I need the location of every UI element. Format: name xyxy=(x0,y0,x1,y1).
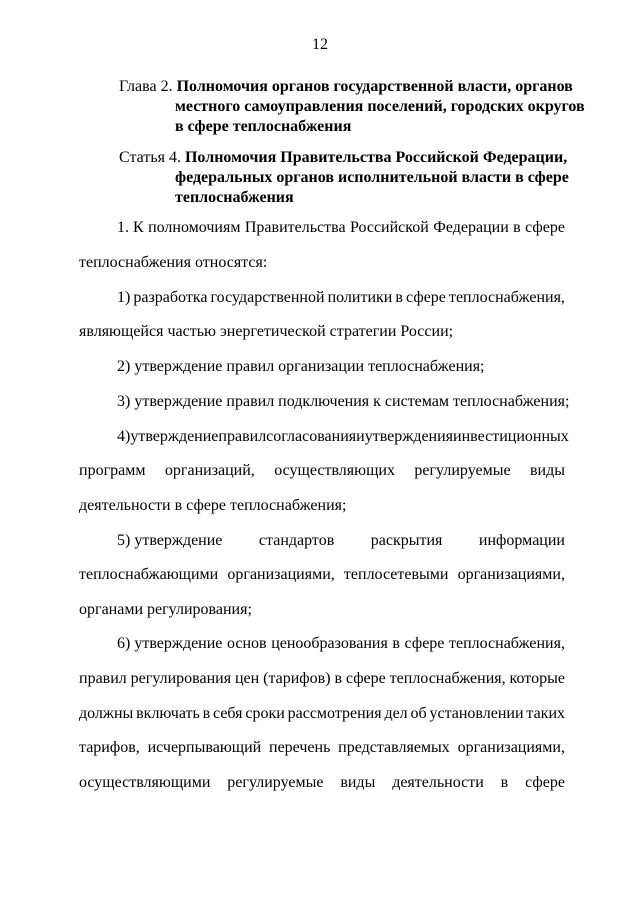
chapter-title-line1: Полномочия органов государственной власти, органов xyxy=(176,78,573,95)
chapter-heading xyxy=(119,77,589,137)
paragraph-1-line-1: 1. К полномочиям Правительства Российской Федерации в сфере xyxy=(117,219,565,236)
article-title-line3: теплоснабжения xyxy=(175,189,294,206)
paragraph-7-line-5: осуществляющими регулируемые виды деятельности в сфере xyxy=(79,774,565,791)
paragraph-7-line-3: должны включать в себя сроки рассмотрения дел об установлении таких xyxy=(79,705,565,722)
paragraph-5-line-3: деятельности в сфере теплоснабжения; xyxy=(79,497,347,514)
paragraph-2-line-2: являющейся частью энергетической стратегии России; xyxy=(79,323,454,340)
paragraph-1-line-2: теплоснабжения относятся: xyxy=(79,254,268,271)
paragraph-5-line-2: программ организаций, осуществляющих регулируемые виды xyxy=(79,462,565,479)
paragraph-7-line-4: тарифов, исчерпывающий перечень представляемых организациями, xyxy=(79,739,565,756)
paragraph-3: 2) утверждение правил организации теплоснабжения; xyxy=(117,358,485,375)
article-title-line1: Полномочия Правительства Российской Федерации, xyxy=(184,149,568,166)
chapter-title-line3: в сфере теплоснабжения xyxy=(175,118,352,135)
chapter-prefix: Глава 2. xyxy=(119,78,173,95)
paragraph-6-line-1: 5) утверждение стандартов раскрытия информации xyxy=(117,532,565,549)
paragraph-4: 3) утверждение правил подключения к системам теплоснабжения; xyxy=(117,393,570,410)
paragraph-5-line-1: 4) утверждение правил согласования и утверждения инвестиционных xyxy=(117,428,569,445)
paragraph-6-line-2: теплоснабжающими организациями, теплосетевыми организациями, xyxy=(79,566,565,583)
page-number: 12 xyxy=(312,36,328,53)
paragraph-7-line-2: правил регулирования цен (тарифов) в сфере теплоснабжения, которые xyxy=(79,670,565,687)
article-title-line2: федеральных органов исполнительной власти в сфере xyxy=(175,169,569,186)
chapter-title-line2: местного самоуправления поселений, городских округов xyxy=(175,98,585,115)
paragraph-2-line-1: 1) разработка государственной политики в сфере теплоснабжения, xyxy=(117,289,565,306)
paragraph-7-line-1: 6) утверждение основ ценообразования в сфере теплоснабжения, xyxy=(117,635,565,652)
paragraph-6-line-3: органами регулирования; xyxy=(79,601,252,618)
article-heading xyxy=(119,148,589,208)
article-prefix: Статья 4. xyxy=(119,149,181,166)
